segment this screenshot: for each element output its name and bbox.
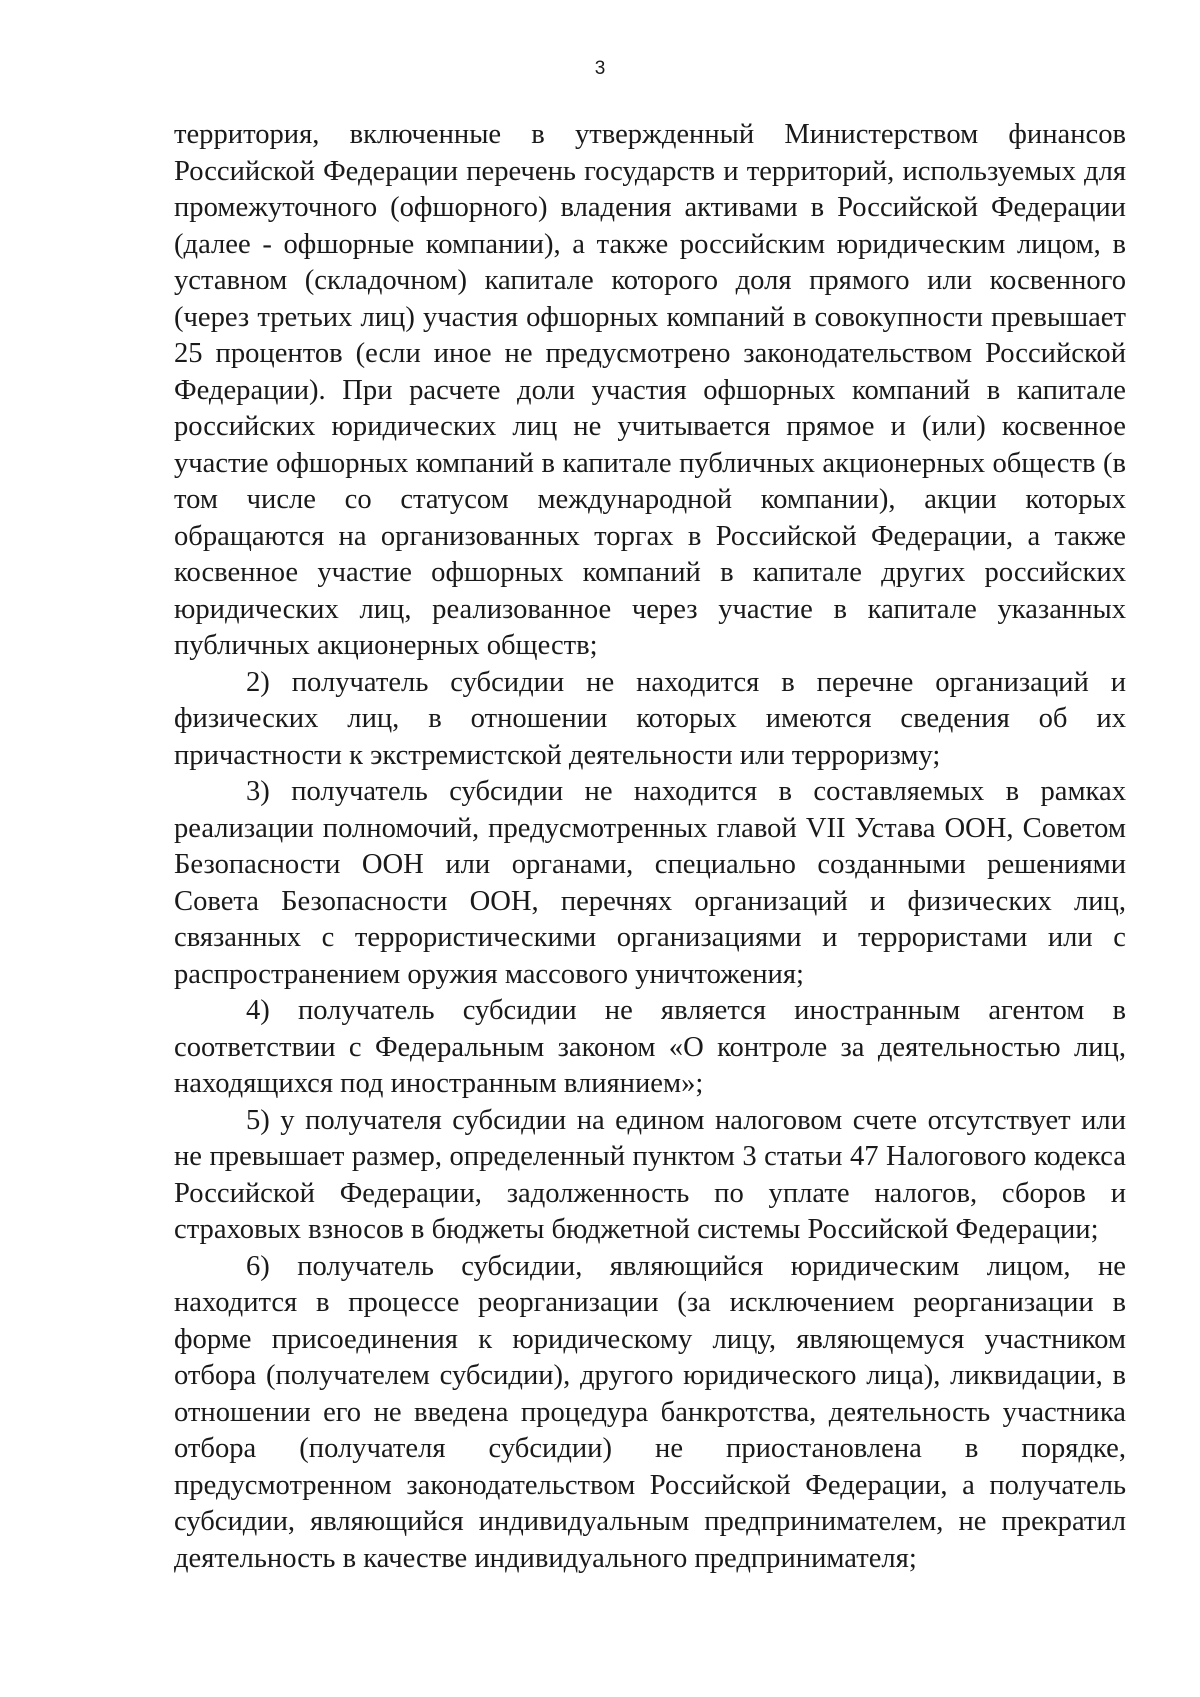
paragraph-item-4: 4) получатель субсидии не является иностранным агентом в соответствии с Федеральным законом «О контроле за деятельностью лиц, находящихся под иностранным влиянием»; <box>174 995 1126 1099</box>
paragraph-item-3: 3) получатель субсидии не находится в составляемых в рамках реализации полномочий, предусмотренных главой VII Устава ООН, Советом Безопасности ООН или органами, специально созданными решениями Совета Безопасности ООН, перечнях организаций и физических лиц, связанных с террористическими организациями и террористами или с распространением оружия массового уничтожения; <box>174 776 1126 990</box>
document-body <box>174 117 1126 1577</box>
paragraph-item-2: 2) получатель субсидии не находится в перечне организаций и физических лиц, в отношении которых имеются сведения об их причастности к экстремистской деятельности или терроризму; <box>174 666 1126 771</box>
page-number: 3 <box>594 58 606 79</box>
paragraph-item-6: 6) получатель субсидии, являющийся юридическим лицом, не находится в процессе реорганизации (за исключением реорганизации в форме присоединения к юридическому лицу, являющемуся участником отбора (получателем субсидии), другого юридического лица), ликвидации, в отношении его не введена процедура банкротства, деятельность участника отбора (получателя субсидии) не приостановлена в порядке, предусмотренном законодательством Российской Федерации, а получатель субсидии, являющийся индивидуальным предпринимателем, не прекратил деятельность в качестве индивидуального предпринимателя; <box>174 1250 1126 1574</box>
paragraph-item-5: 5) у получателя субсидии на едином налоговом счете отсутствует или не превышает размер, определенный пунктом 3 статьи 47 Налогового кодекса Российской Федерации, задолженность по уплате налогов, сборов и страховых взносов в бюджеты бюджетной системы Российской Федерации; <box>174 1104 1126 1245</box>
paragraph-offshore-continuation: территория, включенные в утвержденный Министерством финансов Российской Федерации перечень государств и территорий, используемых для промежуточного (офшорного) владения активами в Российской Федерации (далее - офшорные компании), а также российским юридическим лицом, в уставном (складочном) капитале которого доля прямого или косвенного (через третьих лиц) участия офшорных компаний в совокупности превышает 25 процентов (если иное не предусмотрено законодательством Российской Федерации). При расчете доли участия офшорных компаний в капитале российских юридических лиц не учитывается прямое и (или) косвенное участие офшорных компаний в капитале публичных акционерных обществ (в том числе со статусом международной компании), акции которых обращаются на организованных торгах в Российской Федерации, а также косвенное участие офшорных компаний в капитале других российских юридических лиц, реализованное через участие в капитале указанных публичных акционерных обществ; <box>174 119 1126 661</box>
